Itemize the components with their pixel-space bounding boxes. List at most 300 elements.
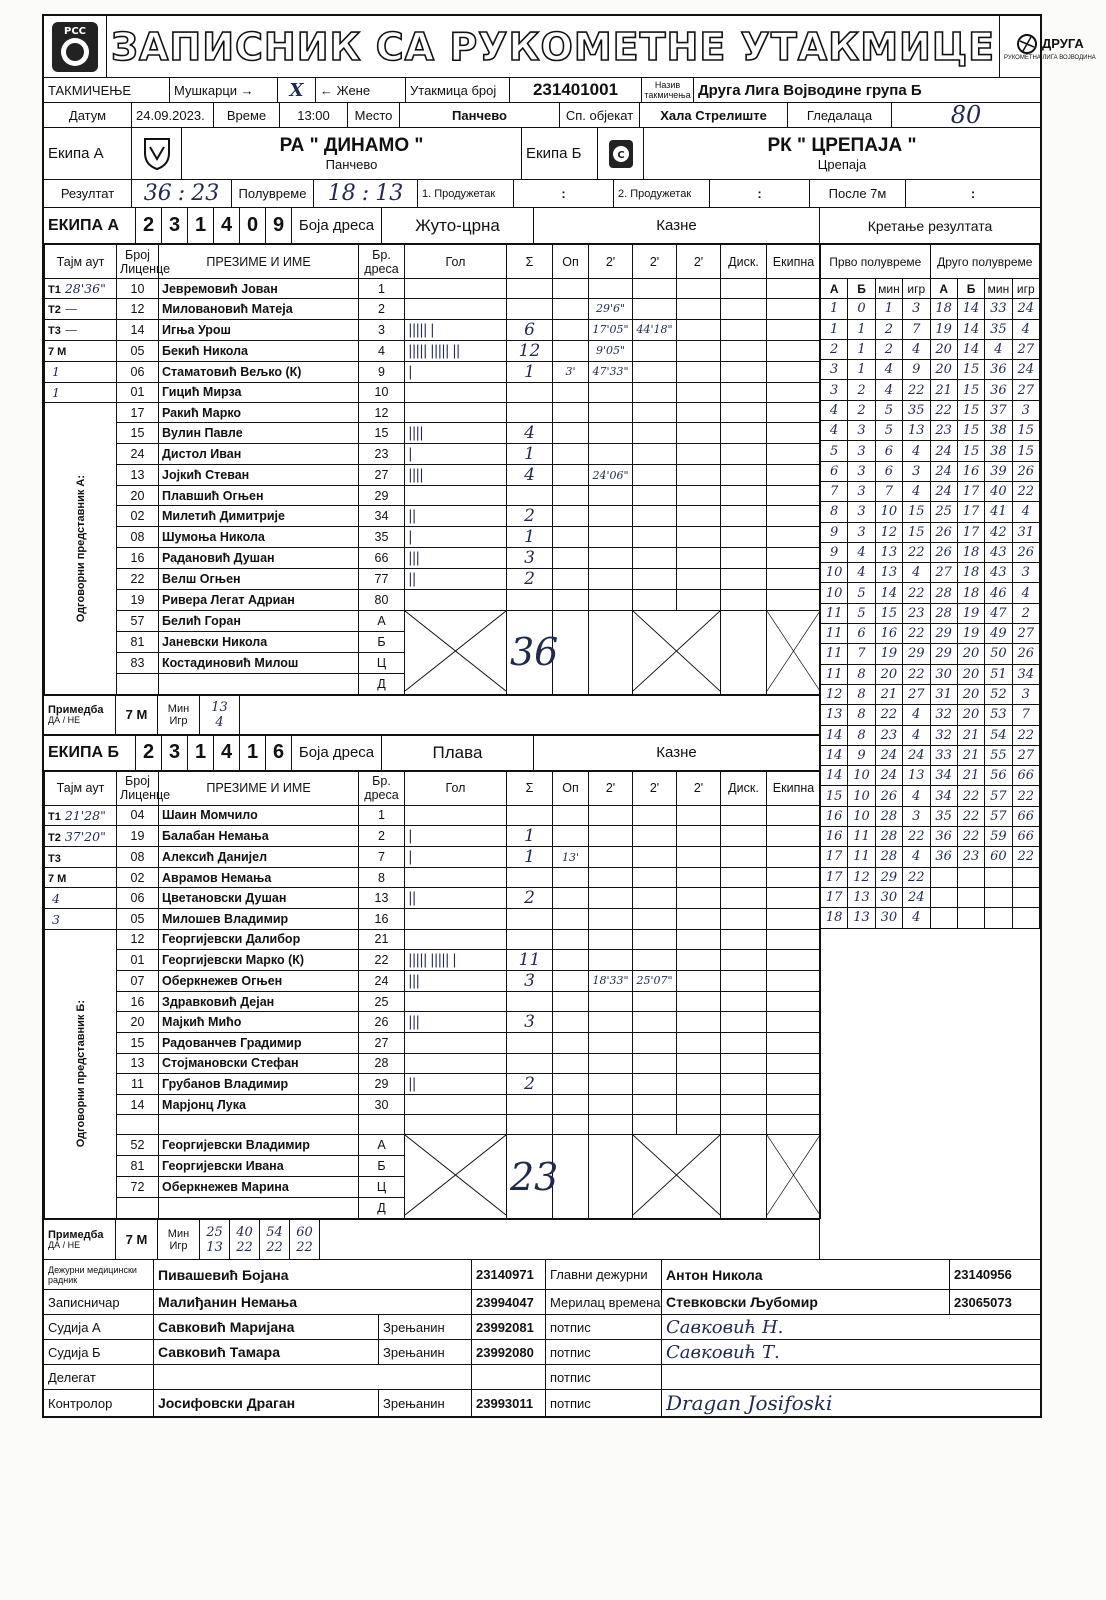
- progress-cell: 38: [985, 421, 1012, 441]
- team-b-license-cell: 13: [117, 1053, 159, 1073]
- team-b-goal-cell: [405, 868, 507, 888]
- team-b-name-cell: Цветановски Душан: [159, 888, 359, 909]
- team-b-pen3-cell: [677, 1033, 721, 1053]
- progress-cell: 2: [821, 339, 848, 359]
- progress-cell: 6: [875, 441, 902, 461]
- progress-cell: 11: [848, 847, 875, 867]
- progress-cell: 3: [1012, 400, 1039, 420]
- progress-row: [821, 624, 1040, 644]
- team-a-pen3-cell: [677, 319, 721, 340]
- col-a: А: [821, 279, 848, 299]
- team-b-pen1-cell: [589, 1033, 633, 1053]
- progress-cell: 22: [875, 705, 902, 725]
- progress-cell: 29: [903, 644, 930, 664]
- timer-name: Стевковски Љубомир: [662, 1290, 950, 1314]
- progress-cell: 1: [875, 299, 902, 319]
- team-b-jersey-cell: 8: [359, 868, 405, 888]
- team-b-jersey-cell: 29: [359, 1073, 405, 1094]
- team-b-representative-label: Одговорни представник Б:: [74, 1000, 87, 1148]
- progress-cell: 17: [821, 887, 848, 907]
- team-b-sum-cell: 3: [507, 970, 553, 991]
- progress-cell: 2: [848, 380, 875, 400]
- team-b-goal-cell: |: [405, 826, 507, 847]
- progress-cell: 35: [985, 319, 1012, 339]
- ball-icon: [1016, 33, 1038, 55]
- team-a-goal-cell: ||||: [405, 465, 507, 486]
- team-b-goal-cell: [405, 909, 507, 929]
- first-half-label: Прво полувреме: [821, 245, 931, 279]
- main-body: [44, 208, 1040, 1259]
- team-a-sum-cell: 4: [507, 423, 553, 444]
- progress-cell: 38: [985, 441, 1012, 461]
- team-a-official-license: 81: [117, 631, 159, 652]
- team-a-disq-cell: [721, 444, 767, 465]
- team-b-official-name: Оберкнежев Марина: [159, 1177, 359, 1198]
- team-a-pen3-cell: [677, 299, 721, 319]
- progress-cell: 66: [1012, 806, 1039, 826]
- progress-cell: 15: [903, 502, 930, 522]
- team-b-penalties-label: Казне: [656, 744, 697, 762]
- progress-cell: 5: [875, 400, 902, 420]
- progress-row: [821, 847, 1040, 867]
- team-a-disq-cell: [721, 279, 767, 299]
- team-a-sum-cell: [507, 486, 553, 506]
- delegate-sign-label: потпис: [546, 1365, 662, 1389]
- team-b-pen2-cell: 25'07": [633, 970, 677, 991]
- team-a-pen2-cell: [633, 506, 677, 527]
- svg-text:C: C: [616, 149, 625, 161]
- venue-label: Сп. објекат: [560, 103, 640, 127]
- progress-cell: 16: [957, 461, 984, 481]
- team-a-sum-cell: [507, 299, 553, 319]
- team-b-warn-cell: 13': [553, 847, 589, 868]
- team-b-pen3-cell: [677, 1012, 721, 1033]
- team-b-player-row: [45, 1115, 821, 1135]
- team-b-pen2-cell: [633, 1033, 677, 1053]
- progress-cell: 22: [1012, 725, 1039, 745]
- page-title: ЗАПИСНИК СА РУКОМЕТНЕ УТАКМИЦЕ: [107, 16, 1000, 77]
- team-b-disq-cell: [721, 1053, 767, 1073]
- progress-cell: 4: [875, 380, 902, 400]
- team-b-jersey-cell: 30: [359, 1094, 405, 1114]
- team-b-pen2-cell: [633, 1094, 677, 1114]
- team-b-crest-icon: [598, 128, 644, 179]
- team-b-team-pen-cell: [767, 868, 821, 888]
- progress-cell: 28: [930, 603, 957, 623]
- progress-cell: 21: [957, 725, 984, 745]
- progress-cell: 24: [930, 461, 957, 481]
- team-b-jersey-cell: [359, 1115, 405, 1135]
- team-a-jersey-cell: 2: [359, 299, 405, 319]
- result-b: 23: [191, 181, 220, 206]
- comp-name-label: Назив такмичења: [642, 78, 694, 102]
- team-b-jersey-cell: 13: [359, 888, 405, 909]
- team-a-hdr-timeout: Тајм аут: [45, 245, 117, 279]
- seven-igr-value: 22: [236, 1239, 253, 1255]
- progress-cell: 26: [1012, 542, 1039, 562]
- progress-cell: 2: [1012, 603, 1039, 623]
- team-b-timeout-cell: [45, 868, 117, 888]
- progress-cell: 8: [848, 725, 875, 745]
- progress-cell: 15: [957, 421, 984, 441]
- progress-cell: 3: [848, 421, 875, 441]
- team-b-code-digit: 3: [162, 736, 188, 770]
- team-b-pen3-cell: [677, 970, 721, 991]
- team-a-pen2-cell: [633, 423, 677, 444]
- progress-cell: 52: [985, 684, 1012, 704]
- team-a-team-pen-cell: [767, 569, 821, 590]
- progress-cell: 22: [903, 624, 930, 644]
- team-a-code-digit: 2: [136, 208, 162, 243]
- team-b-sum-cell: [507, 909, 553, 929]
- team-a-pen3-cell: [677, 361, 721, 382]
- team-a-pen2-cell: [633, 340, 677, 361]
- team-b-disq-cell: [721, 1073, 767, 1094]
- timeout-label: Т2: [48, 831, 61, 844]
- team-a-warn-cell: [553, 444, 589, 465]
- progress-cell: 47: [985, 603, 1012, 623]
- progress-cell: 20: [957, 705, 984, 725]
- timeout-label: 7 М: [48, 873, 67, 886]
- team-b-name-cell: Грубанов Владимир: [159, 1073, 359, 1094]
- team-b-goal-cell: [405, 929, 507, 949]
- team-b-goal-cell: |: [405, 847, 507, 868]
- seven-min-value: 60: [296, 1224, 313, 1240]
- team-a-sum-cell: 1: [507, 527, 553, 548]
- yes-no-label: ДА / НЕ: [48, 714, 81, 725]
- team-b-pen3-cell: [677, 949, 721, 970]
- team-b-player-row: [45, 991, 821, 1011]
- team-a-license-cell: 14: [117, 319, 159, 340]
- team-a-team-pen-cell: [767, 402, 821, 422]
- progress-cell: 22: [1012, 847, 1039, 867]
- team-a-official-role: А: [359, 610, 405, 631]
- time-value: 13:00: [280, 103, 348, 127]
- progress-cell: 18: [957, 583, 984, 603]
- team-b-sum-cell: [507, 1033, 553, 1053]
- team-b-warn-cell: [553, 868, 589, 888]
- progress-cell: 59: [985, 827, 1012, 847]
- delegate-label: Делегат: [44, 1365, 154, 1389]
- team-b-team-pen-cell: [767, 1033, 821, 1053]
- team-a-header: [44, 208, 819, 244]
- team-a-warn-cell: [553, 548, 589, 569]
- team-a-timeout-cell: [45, 361, 117, 382]
- refa-signature: Савковић Н.: [666, 1316, 784, 1338]
- team-b-warn-cell: [553, 970, 589, 991]
- team-b-disq-cell: [721, 1033, 767, 1053]
- progress-cell: 17: [957, 522, 984, 542]
- team-b-pen1-cell: [589, 826, 633, 847]
- team-b-warn-cell: [553, 1073, 589, 1094]
- progress-cell: 13: [875, 563, 902, 583]
- team-a-jersey-cell: 4: [359, 340, 405, 361]
- team-a-disq-cell: [721, 548, 767, 569]
- team-b-pen2-cell: [633, 909, 677, 929]
- team-a-jersey-cell: 15: [359, 423, 405, 444]
- seven-min-value: 40: [236, 1224, 253, 1240]
- progress-cell: 15: [1012, 421, 1039, 441]
- team-a-name-cell: Вулин Павле: [159, 423, 359, 444]
- progress-cell: 12: [875, 522, 902, 542]
- team-a-pen1-cell: 47'33": [589, 361, 633, 382]
- progress-cell: 4: [903, 705, 930, 725]
- team-a-team-pen-cell: [767, 527, 821, 548]
- team-a-sum-cell: 1: [507, 361, 553, 382]
- team-a-disq-cell: [721, 382, 767, 402]
- team-b-goal-cell: ||: [405, 1073, 507, 1094]
- refb-signature: Савковић Т.: [666, 1341, 780, 1363]
- team-a-blank-cell: [721, 610, 767, 694]
- timer-id: 23065073: [954, 1294, 1012, 1310]
- progress-row: [821, 563, 1040, 583]
- team-b-disq-cell: [721, 826, 767, 847]
- team-a-timeout-cell: [45, 299, 117, 319]
- team-b-goal-cell: [405, 1115, 507, 1135]
- team-b-official-role: Ц: [359, 1177, 405, 1198]
- team-b-code-digit: 1: [240, 736, 266, 770]
- progress-cell: 27: [1012, 745, 1039, 765]
- team-b-goal-cell: ||||| ||||| |: [405, 949, 507, 970]
- team-a-player-row: [45, 319, 821, 340]
- progress-cell: 7: [848, 644, 875, 664]
- refa-city: Зрењанин: [379, 1315, 472, 1339]
- team-b-license-cell: 14: [117, 1094, 159, 1114]
- team-a-sum-cell: [507, 279, 553, 299]
- progress-cell: [985, 887, 1012, 907]
- progress-cell: 10: [821, 563, 848, 583]
- team-b-pen1-cell: 18'33": [589, 970, 633, 991]
- team-b-pen3-cell: [677, 847, 721, 868]
- result-a: 36: [143, 181, 172, 206]
- team-a-hdr-team: Екипна: [767, 245, 821, 279]
- seven-min-value: 13: [211, 699, 228, 715]
- team-a-name-cell: Игња Урош: [159, 319, 359, 340]
- brand-sub: РУКОМЕТНА ЛИГА ВОЈВОДИНА: [1004, 54, 1096, 61]
- scorer-label: Записничар: [44, 1290, 154, 1314]
- progress-row: [821, 766, 1040, 786]
- team-b-hdr-team: Екипна: [767, 771, 821, 805]
- progress-cell: 4: [985, 339, 1012, 359]
- team-b-pen1-cell: [589, 888, 633, 909]
- progress-cell: 22: [1012, 786, 1039, 806]
- progress-cell: 19: [957, 624, 984, 644]
- progress-cell: 23: [875, 725, 902, 745]
- team-a-official-name: Јаневски Никола: [159, 631, 359, 652]
- medic-id: 23140971: [472, 1260, 546, 1289]
- progress-row: [821, 542, 1040, 562]
- team-a-license-cell: 20: [117, 486, 159, 506]
- timeout-label: Т3: [48, 325, 61, 338]
- team-a-timeout-cell: [45, 340, 117, 361]
- progress-title: Кретање резултата: [820, 208, 1040, 244]
- progress-cell: 20: [957, 664, 984, 684]
- team-a-jersey-color-label: Боја дреса: [292, 208, 382, 243]
- team-b-pen3-cell: [677, 1053, 721, 1073]
- competition-label: ТАКМИЧЕЊЕ: [44, 78, 170, 102]
- progress-cell: [930, 908, 957, 928]
- team-b-pen2-cell: [633, 1115, 677, 1135]
- team-a-name-cell: Милетић Димитрије: [159, 506, 359, 527]
- ot2-label: 2. Продужетак: [614, 180, 710, 207]
- seven-igr-value: 13: [206, 1239, 223, 1255]
- team-a-goal-cell: |: [405, 361, 507, 382]
- team-b-sum-cell: 1: [507, 826, 553, 847]
- team-b-name-cell: Шаин Момчило: [159, 805, 359, 825]
- progress-cell: 54: [985, 725, 1012, 745]
- team-b-jersey-cell: 26: [359, 1012, 405, 1033]
- progress-cell: 11: [821, 664, 848, 684]
- team-a-pen2-cell: [633, 486, 677, 506]
- match-report-sheet: [42, 14, 1096, 1418]
- progress-cell: 4: [1012, 583, 1039, 603]
- progress-cell: 15: [957, 380, 984, 400]
- team-a-pen3-cell: [677, 402, 721, 422]
- team-b-official-row: [45, 1135, 821, 1156]
- team-a-city: Панчево: [325, 157, 378, 172]
- team-a-name-cell: Миловановић Матеја: [159, 299, 359, 319]
- team-b-goal-cell: ||: [405, 888, 507, 909]
- progress-cell: [1012, 887, 1039, 907]
- team-a-code-digit: 0: [240, 208, 266, 243]
- team-a-pen1-cell: 17'05": [589, 319, 633, 340]
- team-b-hdr-two: 2': [589, 771, 633, 805]
- team-b-warn-cell: [553, 1115, 589, 1135]
- team-a-hdr-two: 2': [677, 245, 721, 279]
- progress-cell: 5: [848, 583, 875, 603]
- progress-cell: [957, 867, 984, 887]
- progress-cell: 24: [875, 766, 902, 786]
- team-a-pen2-cell: [633, 569, 677, 590]
- refa-sign-label: потпис: [546, 1315, 662, 1339]
- progress-cell: 10: [821, 583, 848, 603]
- team-b-pen3-cell: [677, 805, 721, 825]
- refb-id: 23992080: [472, 1340, 546, 1364]
- progress-cell: 16: [875, 624, 902, 644]
- team-b-jersey-cell: 28: [359, 1053, 405, 1073]
- team-a-pen1-cell: [589, 548, 633, 569]
- team-b-player-row: [45, 1053, 821, 1073]
- title-row: [44, 16, 1096, 78]
- team-a-player-row: [45, 506, 821, 527]
- men-label: Мушкарци →: [170, 78, 278, 102]
- team-a-player-row: [45, 423, 821, 444]
- progress-cell: 57: [985, 806, 1012, 826]
- progress-cell: 9: [848, 745, 875, 765]
- teams-column: [44, 208, 820, 1259]
- team-b-team-pen-cell: [767, 949, 821, 970]
- team-b-goal-cell: [405, 805, 507, 825]
- progress-cell: [985, 908, 1012, 928]
- progress-cell: 12: [821, 684, 848, 704]
- team-a-hdr-two: 2': [633, 245, 677, 279]
- col-b: Б: [848, 279, 875, 299]
- chief-label: Главни дежурни: [546, 1260, 662, 1289]
- team-a-team-pen-cell: [767, 319, 821, 340]
- team-b-pen3-cell: [677, 1115, 721, 1135]
- progress-cell: 56: [985, 766, 1012, 786]
- progress-cell: 21: [930, 380, 957, 400]
- team-a-team-pen-cell: [767, 382, 821, 402]
- team-b-representative-cell: [45, 929, 117, 1219]
- team-b-official-license: 52: [117, 1135, 159, 1156]
- team-b-player-row: [45, 868, 821, 888]
- progress-cell: 11: [821, 624, 848, 644]
- team-b-sum-cell: [507, 1094, 553, 1114]
- team-b-name-cell: Милошев Владимир: [159, 909, 359, 929]
- refa-label: Судија А: [44, 1315, 154, 1339]
- team-a-hdr-license: Број Лиценце: [117, 245, 159, 279]
- progress-row: [821, 644, 1040, 664]
- refb-sign-label: потпис: [546, 1340, 662, 1364]
- team-a-pen3-cell: [677, 382, 721, 402]
- team-a-warn-cell: [553, 527, 589, 548]
- team-a-warn-cell: [553, 569, 589, 590]
- team-b-jersey-cell: 24: [359, 970, 405, 991]
- brand-name: ДРУГА: [1042, 36, 1084, 51]
- team-a-pen3-cell: [677, 444, 721, 465]
- team-a-pen1-cell: [589, 423, 633, 444]
- team-b-name-cell: Аврамов Немања: [159, 868, 359, 888]
- team-b-hdr-jersey: Бр. дреса: [359, 771, 405, 805]
- progress-cell: 7: [1012, 705, 1039, 725]
- progress-cell: 24: [1012, 360, 1039, 380]
- after7-label: После 7м: [810, 180, 906, 207]
- match-no-label: Утакмица број: [406, 78, 510, 102]
- team-b-license-cell: 01: [117, 949, 159, 970]
- team-b-goal-cell: [405, 991, 507, 1011]
- team-b-warn-cell: [553, 805, 589, 825]
- team-a-pen1-cell: [589, 444, 633, 465]
- team-b-crossed-pen-cell: [633, 1135, 721, 1219]
- team-a-warn-cell: [553, 340, 589, 361]
- team-b-timeout-cell: [45, 909, 117, 929]
- team-a-pen3-cell: [677, 590, 721, 610]
- team-b-team-pen-cell: [767, 1094, 821, 1114]
- progress-cell: 43: [985, 542, 1012, 562]
- progress-cell: 21: [957, 766, 984, 786]
- progress-cell: 5: [821, 441, 848, 461]
- refa-name: Савковић Маријана: [154, 1315, 379, 1339]
- refa-id: 23992081: [472, 1315, 546, 1339]
- team-b-warn-cell: [553, 929, 589, 949]
- team-b-team-pen-cell: [767, 847, 821, 868]
- team-a-official-license: 57: [117, 610, 159, 631]
- team-a-pen2-cell: [633, 361, 677, 382]
- team-a-license-cell: 05: [117, 340, 159, 361]
- team-a-pen2-cell: 44'18": [633, 319, 677, 340]
- team-b-sum-cell: [507, 929, 553, 949]
- team-b-official-name: Георгијевски Владимир: [159, 1135, 359, 1156]
- team-a-player-row: [45, 340, 821, 361]
- progress-cell: 39: [985, 461, 1012, 481]
- team-b-timeout-cell: [45, 847, 117, 868]
- progress-cell: 18: [957, 563, 984, 583]
- team-a-warn-cell: [553, 590, 589, 610]
- progress-cell: 27: [1012, 380, 1039, 400]
- yes-no-label: ДА / НЕ: [48, 1239, 81, 1250]
- team-b-warn-cell: [553, 909, 589, 929]
- controller-city: Зрењанин: [379, 1390, 472, 1416]
- half-b: 13: [375, 181, 404, 206]
- progress-cell: 12: [848, 867, 875, 887]
- result-row: [44, 180, 1040, 208]
- progress-cell: 1: [848, 319, 875, 339]
- team-b-license-cell: 19: [117, 826, 159, 847]
- team-b-seven-m: [44, 1219, 819, 1259]
- team-a-player-row: [45, 569, 821, 590]
- progress-cell: 10: [848, 786, 875, 806]
